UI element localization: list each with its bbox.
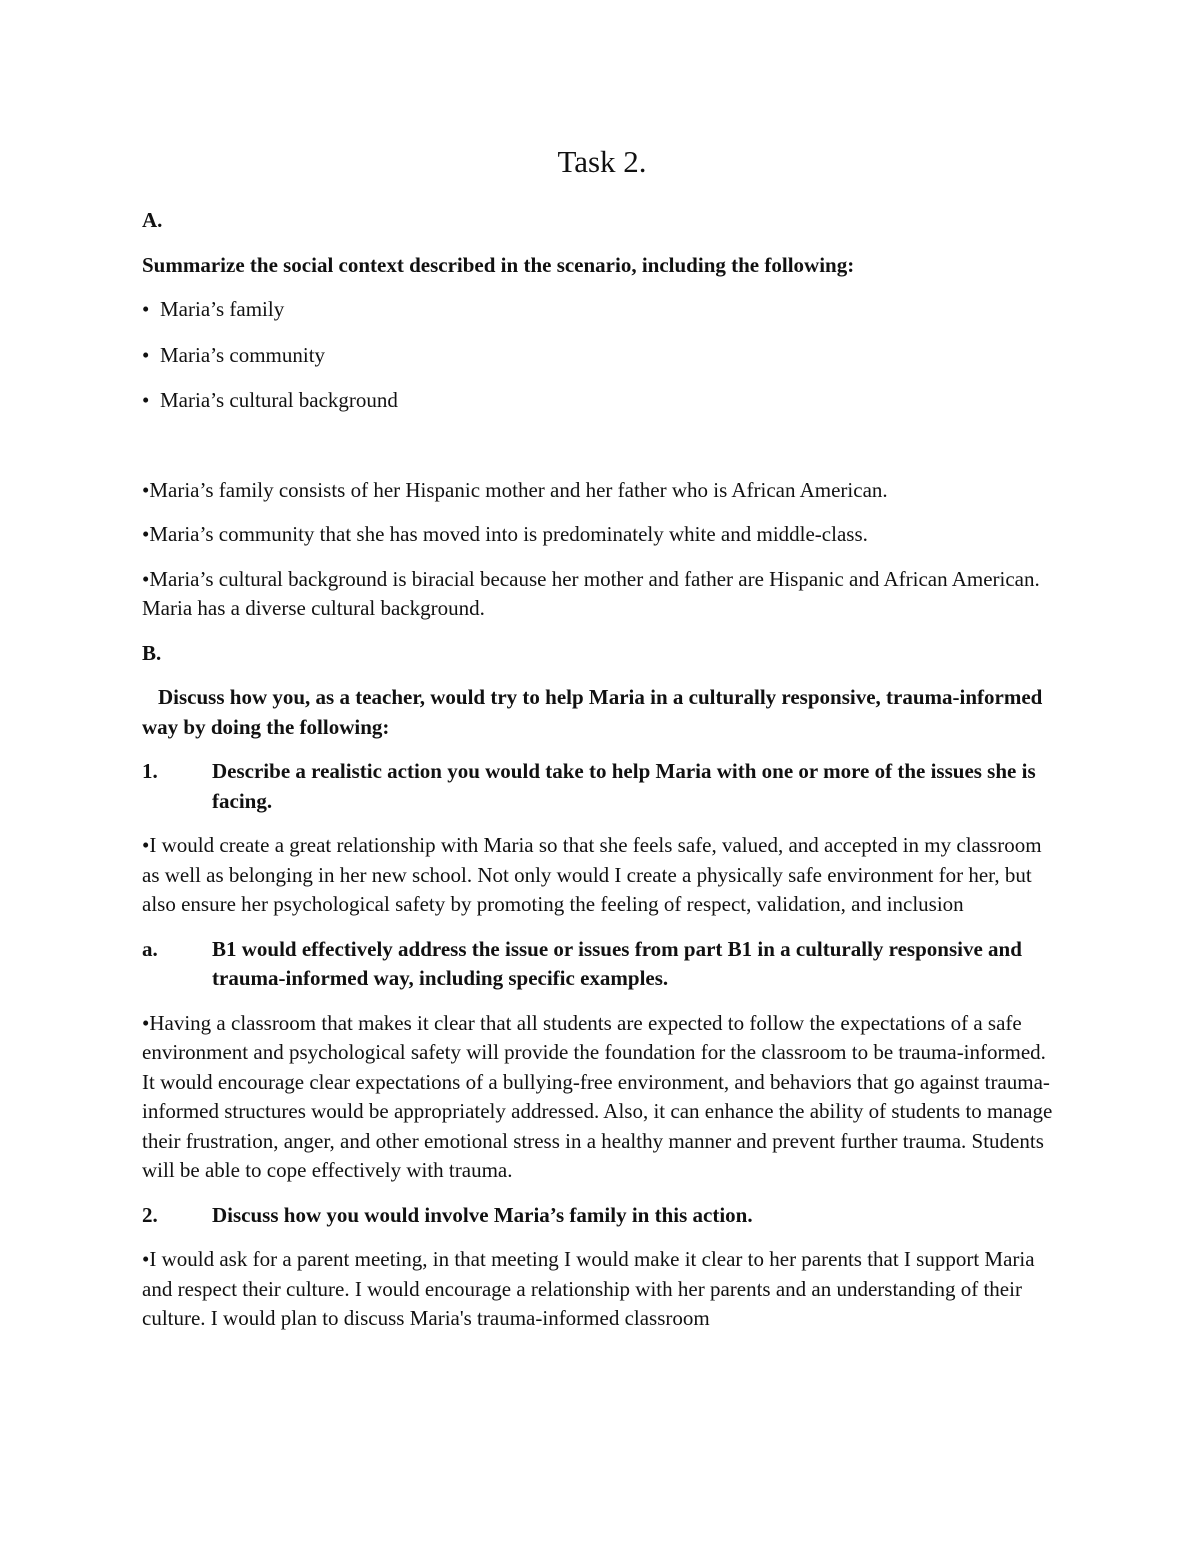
section-a-prompt: Summarize the social context described in the scenario, including the following: <box>142 252 855 277</box>
bullet-marker: • <box>142 342 150 367</box>
page-title: Task 2. <box>557 144 647 179</box>
bullet-text: Maria’s cultural background <box>160 388 398 412</box>
answer-cultural-background: •Maria’s cultural background is biracial because her mother and father are Hispanic and African American. Maria has a diverse cultural background. <box>142 566 1040 620</box>
section-b-label: B. <box>142 640 162 665</box>
spacer <box>142 432 1062 476</box>
question-number: 2. <box>142 1202 158 1227</box>
answer-family: •Maria’s family consists of her Hispanic mother and her father who is African American. <box>142 477 888 502</box>
section-b-prompt: Discuss how you, as a teacher, would try to help Maria in a culturally responsive, trauma-informed way by doing the following: <box>142 685 1043 739</box>
list-item <box>142 341 1062 371</box>
bullet-marker: • <box>142 388 150 412</box>
bullet-text: Maria’s community <box>160 342 326 367</box>
question-text: B1 would effectively address the issue or issues from part B1 in a culturally responsive and trauma-informed way, including specific examples. <box>212 936 1022 990</box>
answer-community: •Maria’s community that she has moved into is predominately white and middle-class. <box>142 522 868 546</box>
question-text: Discuss how you would involve Maria’s family in this action. <box>212 1202 753 1227</box>
question-1a <box>142 935 1062 994</box>
document-body <box>142 144 1062 1349</box>
list-item <box>142 295 1062 325</box>
answer-1a: •Having a classroom that makes it clear that all students are expected to follow the expectations of a safe environment and psychological safety will provide the foundation for the classroom to be trauma-informed. It would encourage clear expectations of a bullying-free environment, and behaviors that go against trauma-informed structures would be appropriately addressed. Also, it can enhance the ability of students to manage their frustration, anger, and other emotional stress in a healthy manner and prevent further trauma. Students will be able to cope effectively with trauma. <box>142 1010 1053 1182</box>
answer-2: •I would ask for a parent meeting, in that meeting I would make it clear to her parents that I support Maria and respect their culture. I would encourage a relationship with her parents and an understanding of their culture. I would plan to discuss Maria's trauma-informed classroom <box>142 1247 1035 1330</box>
question-number: 1. <box>142 759 158 783</box>
question-number: a. <box>142 936 158 961</box>
question-1 <box>142 757 1062 816</box>
bullet-text: Maria’s family <box>160 297 285 321</box>
question-text: Describe a realistic action you would take to help Maria with one or more of the issues she is facing. <box>212 759 1036 813</box>
bullet-marker: • <box>142 297 150 321</box>
section-a-label: A. <box>142 208 163 232</box>
question-2 <box>142 1201 1062 1231</box>
answer-1: •I would create a great relationship with Maria so that she feels safe, valued, and accepted in my classroom as well as belonging in her new school. Not only would I create a physically safe environment for her, but also ensure her psychological safety by promoting the feeling of respect, validation, and inclusion <box>142 833 1042 916</box>
list-item <box>142 386 1062 416</box>
